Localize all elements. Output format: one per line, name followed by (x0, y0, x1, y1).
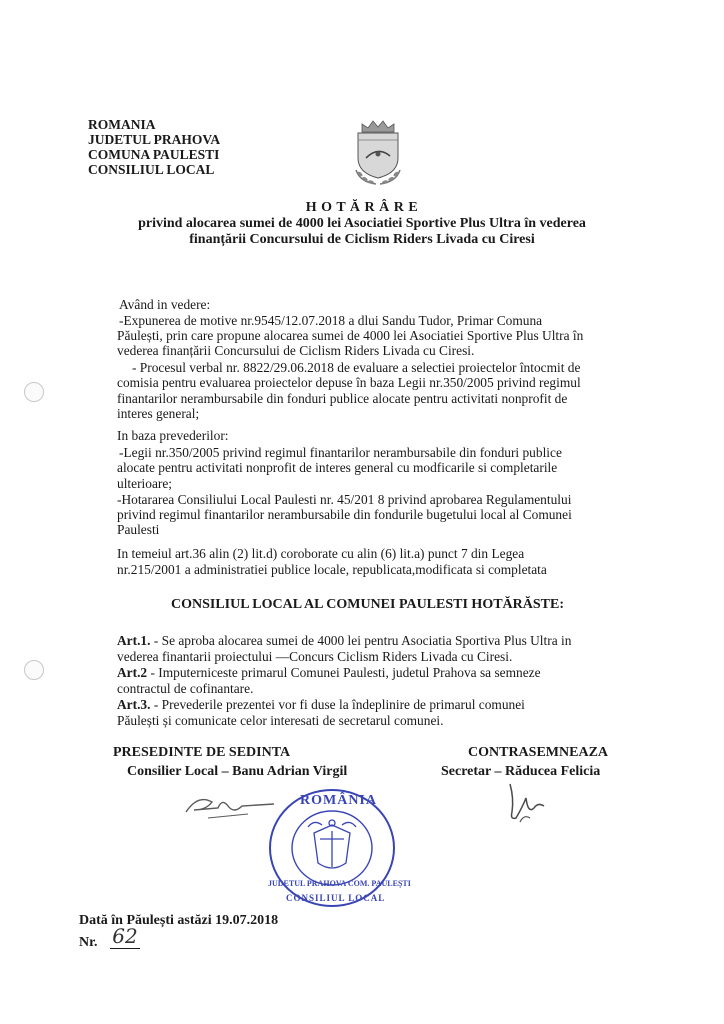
preamble-line: comisia pentru evaluarea proiectelor depuse în baza Legii nr.350/2005 privind regimul (117, 375, 581, 390)
preamble-line: finantarilor nerambursabile din fonduri publice alocate pentru activitati nonprofit de (117, 391, 568, 406)
president-name: Consilier Local – Banu Adrian Virgil (127, 764, 348, 779)
header-line-county: JUDETUL PRAHOVA (88, 132, 221, 147)
number-value: 62 (110, 924, 140, 949)
header-line-country: ROMANIA (88, 117, 156, 132)
president-title: PRESEDINTE DE SEDINTA (113, 745, 291, 760)
article-3-continuation: Păulești și comunicate celor interesati de secretarul comunei. (117, 713, 444, 728)
stamp-text-ring: JUDETUL PRAHOVA COM. PAULEȘTI (268, 879, 411, 888)
article-3-text: - Prevederile prezentei vor fi duse la îndeplinire de primarul comunei (150, 697, 525, 712)
document-subtitle-line1: privind alocarea sumei de 4000 lei Asociatiei Sportive Plus Ultra în vederea (138, 216, 586, 231)
preamble-line: In temeiul art.36 alin (2) lit.d) coroborate cu alin (6) lit.a) punct 7 din Legea (117, 546, 525, 561)
preamble-line: Paulesti (117, 522, 160, 537)
stamp-text-top: ROMÂNIA (300, 793, 377, 808)
article-3-label: Art.3. (117, 697, 151, 712)
article-1-label: Art.1. (117, 633, 151, 648)
document-title: H O T Ă R Â R E (305, 200, 419, 215)
date-line: Dată în Păulești astăzi 19.07.2018 (79, 913, 279, 928)
secretary-title: CONTRASEMNEAZA (468, 745, 609, 760)
document-subtitle-line2: finanțării Concursului de Ciclism Riders Livada cu Ciresi (189, 232, 535, 247)
article-1-continuation: vederea finantarii proiectului —Concurs Ciclism Riders Livada cu Ciresi. (117, 649, 513, 664)
preamble-line: interes general; (117, 406, 200, 421)
header-line-council: CONSILIUL LOCAL (88, 162, 215, 177)
preamble-line: privind regimul finantarilor nerambursabile din fondurile bugetului local al Comunei (117, 507, 572, 522)
stamp-text-bottom: CONSILIUL LOCAL (286, 893, 386, 903)
preamble-line: -Expunerea de motive nr.9545/12.07.2018 a dlui Sandu Tudor, Primar Comuna (119, 313, 543, 328)
article-2-text: - Imputerniceste primarul Comunei Paulesti, judetul Prahova sa semneze (147, 665, 541, 680)
header-line-commune: COMUNA PAULESTI (88, 147, 220, 162)
preamble-line: - Procesul verbal nr. 8822/29.06.2018 de evaluare a selectiei proiectelor întocmit de (132, 360, 581, 375)
preamble-line: -Hotararea Consiliului Local Paulesti nr. 45/201 8 privind aprobarea Regulamentului (117, 492, 572, 507)
resolution-heading: CONSILIUL LOCAL AL COMUNEI PAULESTI HOTĂRĂSTE: (171, 597, 564, 612)
punch-hole-bottom (24, 660, 44, 680)
article-2 (117, 665, 541, 681)
number-label: Nr. (79, 935, 98, 950)
secretary-name: Secretar – Răducea Felicia (441, 764, 601, 779)
preamble-line: nr.215/2001 a administratiei publice locale, republicata,modificata si completata (117, 562, 547, 577)
coat-of-arms-icon (338, 118, 418, 188)
article-2-continuation: contractul de cofinantare. (117, 681, 254, 696)
article-1 (117, 633, 571, 649)
preamble-line: vederea finanțării Concursului de Ciclism Riders Livada cu Ciresi. (117, 343, 475, 358)
article-3 (117, 697, 525, 713)
punch-hole-top (24, 382, 44, 402)
preamble-line: alocate pentru activitati nonprofit de interes general cu modficarile si completarile (117, 460, 558, 475)
article-1-text: - Se aproba alocarea sumei de 4000 lei pentru Asociatia Sportiva Plus Ultra in (150, 633, 572, 648)
preamble-line: Având in vedere: (119, 297, 211, 312)
secretary-handwritten-signature (500, 778, 560, 833)
preamble-line: -Legii nr.350/2005 privind regimul finantarilor nerambursabile din fonduri publice (119, 445, 562, 460)
preamble-line: Păulești, prin care propune alocarea sumei de 4000 lei Asociatiei Sportive Plus Ultra în (117, 328, 584, 343)
institution-header (88, 117, 220, 177)
preamble-line: In baza prevederilor: (117, 428, 229, 443)
preamble-line: ulterioare; (117, 476, 173, 491)
official-stamp (262, 783, 411, 913)
article-2-label: Art.2 (117, 665, 148, 680)
